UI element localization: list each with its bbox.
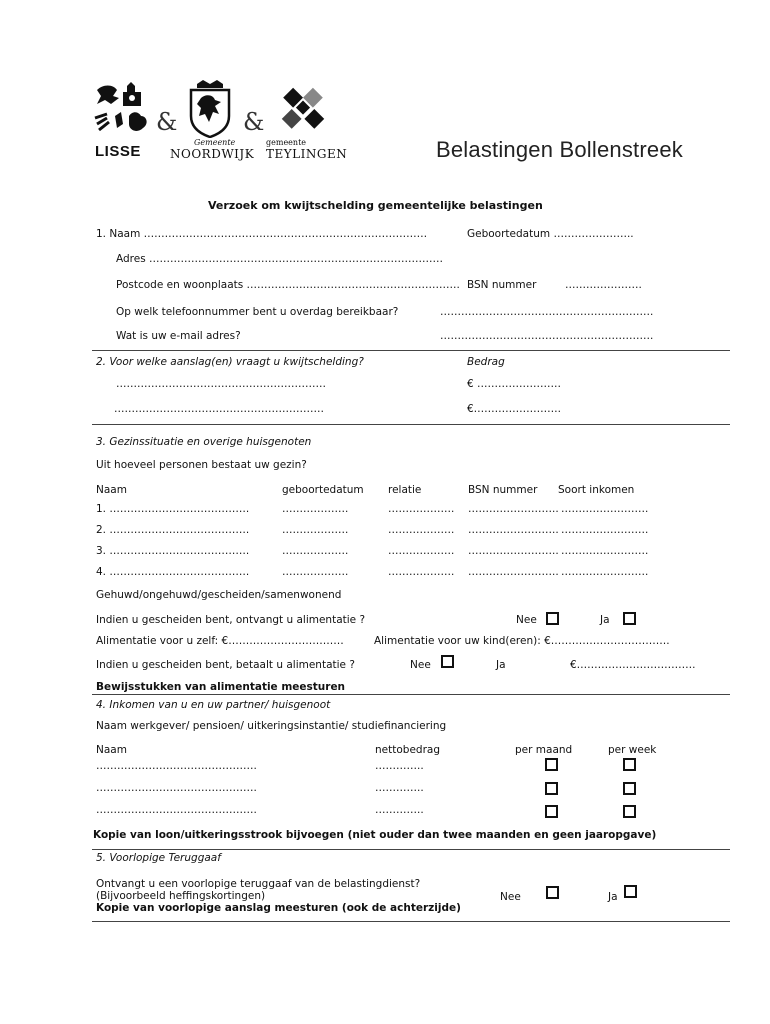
gezin-inkomen[interactable]: …………………….	[561, 503, 649, 515]
inkomen-naam[interactable]: ……………………………………….	[96, 760, 257, 772]
lisse-logo-icon	[93, 82, 153, 136]
teruggaaf-question: Ontvangt u een voorlopige teruggaaf van de belastingdienst?	[96, 878, 421, 890]
per-maand-checkbox[interactable]	[545, 782, 558, 795]
teruggaaf-ja-checkbox[interactable]	[624, 885, 637, 898]
inkomen-col-week: per week	[608, 744, 657, 756]
inkomen-col-netto: nettobedrag	[375, 744, 440, 756]
voorlopige-aanslag-note: Kopie van voorlopige aanslag meesturen (ook de achterzijde)	[96, 902, 461, 914]
per-week-checkbox[interactable]	[623, 805, 636, 818]
inkomen-col-maand: per maand	[515, 744, 573, 756]
teruggaaf-example: (Bijvoorbeeld heffingskortingen)	[96, 890, 266, 902]
noordwijk-label: NOORDWIJK	[170, 147, 255, 161]
betaalt-nee-checkbox[interactable]	[441, 655, 454, 668]
col-naam: Naam	[96, 484, 127, 496]
col-relatie: relatie	[388, 484, 422, 496]
inkomen-naam[interactable]: ……………………………………….	[96, 804, 257, 816]
per-week-checkbox[interactable]	[623, 758, 636, 771]
teruggaaf-nee-checkbox[interactable]	[546, 886, 559, 899]
bedrag-label: Bedrag	[467, 356, 505, 368]
ampersand-1: &	[156, 108, 178, 136]
bedrag-field-2[interactable]: €…………………….	[467, 403, 562, 415]
per-maand-checkbox[interactable]	[545, 805, 558, 818]
gezin-inkomen[interactable]: …………………….	[561, 566, 649, 578]
divider-4	[92, 849, 730, 850]
ampersand-2: &	[243, 108, 265, 136]
burgerlijke-staat[interactable]: Gehuwd/ongehuwd/gescheiden/samenwonend	[96, 589, 342, 601]
gezin-naam[interactable]: 4. ………………………………….	[96, 566, 250, 578]
loonstrook-note: Kopie van loon/uitkeringsstrook bijvoegen (niet ouder dan twee maanden en geen jaaropgave)	[93, 829, 657, 841]
ontvangt-nee-checkbox[interactable]	[546, 612, 559, 625]
gezin-geb[interactable]: ……………….	[282, 566, 349, 578]
bsn-label: BSN nummer	[467, 279, 537, 291]
adres-field[interactable]: Adres …………………………………………………………………………	[116, 253, 444, 265]
gezin-relatie[interactable]: ……………….	[388, 503, 455, 515]
divider-2	[92, 424, 730, 425]
gezin-relatie[interactable]: ……………….	[388, 566, 455, 578]
alimentatie-ontvangt-label: Indien u gescheiden bent, ontvangt u alimentatie ?	[96, 614, 366, 626]
werkgever-label: Naam werkgever/ pensioen/ uitkeringsinstantie/ studiefinanciering	[96, 720, 447, 732]
ja-label-2: Ja	[496, 659, 506, 671]
bedrag-field-1[interactable]: € ……………………	[467, 378, 562, 390]
noordwijk-crest-icon	[187, 80, 233, 138]
form-title: Verzoek om kwijtschelding gemeentelijke belastingen	[208, 199, 543, 212]
alimentatie-betaalt-label: Indien u gescheiden bent, betaalt u alimentatie ?	[96, 659, 355, 671]
inkomen-naam[interactable]: ……………………………………….	[96, 782, 257, 794]
inkomen-col-naam: Naam	[96, 744, 127, 756]
brand-title: Belastingen Bollenstreek	[436, 137, 683, 162]
naam-field[interactable]: 1. Naam ………………………………………………………………………	[96, 228, 428, 240]
teylingen-label: TEYLINGEN	[266, 147, 348, 161]
gezin-bsn[interactable]: ……………………..	[468, 545, 559, 557]
alimentatie-kind-field[interactable]: Alimentatie voor uw kind(eren): €…………………………….	[374, 635, 670, 647]
section-4-heading: 4. Inkomen van u en uw partner/ huisgenoot	[96, 699, 331, 711]
divider-3	[92, 694, 730, 695]
gezin-bsn[interactable]: ……………………..	[468, 566, 559, 578]
section-5-heading: 5. Voorlopige Teruggaaf	[96, 852, 221, 864]
svg-text:T: T	[300, 87, 305, 96]
per-week-checkbox[interactable]	[623, 782, 636, 795]
section-3-heading: 3. Gezinssituatie en overige huisgenoten	[96, 436, 312, 448]
gezin-question: Uit hoeveel personen bestaat uw gezin?	[96, 459, 307, 471]
alimentatie-betaalt-field[interactable]: €…………………………….	[570, 659, 696, 671]
ontvangt-ja-checkbox[interactable]	[623, 612, 636, 625]
aanslag-field-2[interactable]: ……………………………………………………	[114, 403, 324, 415]
gezin-inkomen[interactable]: …………………….	[561, 524, 649, 536]
email-label: Wat is uw e-mail adres?	[116, 330, 241, 342]
inkomen-netto[interactable]: …………..	[375, 782, 424, 794]
geboortedatum-field[interactable]: Geboortedatum …………………..	[467, 228, 634, 240]
teruggaaf-ja-label: Ja	[608, 891, 618, 903]
postcode-field[interactable]: Postcode en woonplaats …………………………………………………….	[116, 279, 460, 291]
divider-1	[92, 350, 730, 351]
gezin-geb[interactable]: ……………….	[282, 545, 349, 557]
col-bsn: BSN nummer	[468, 484, 538, 496]
gezin-bsn[interactable]: ……………………..	[468, 524, 559, 536]
gezin-naam[interactable]: 1. ………………………………….	[96, 503, 250, 515]
email-field[interactable]: …………………………………………………….	[440, 330, 654, 342]
gezin-inkomen[interactable]: …………………….	[561, 545, 649, 557]
gezin-geb[interactable]: ……………….	[282, 524, 349, 536]
telefoon-field[interactable]: …………………………………………………….	[440, 306, 654, 318]
teylingen-top-label: gemeente	[266, 138, 307, 147]
aanslag-field-1[interactable]: ……………………………………………………	[116, 378, 326, 390]
col-inkomen: Soort inkomen	[558, 484, 635, 496]
ja-label: Ja	[600, 614, 610, 626]
teruggaaf-nee-label: Nee	[500, 891, 521, 903]
telefoon-label: Op welk telefoonnummer bent u overdag bereikbaar?	[116, 306, 399, 318]
lisse-label: LISSE	[95, 143, 141, 160]
inkomen-netto[interactable]: …………..	[375, 760, 424, 772]
inkomen-netto[interactable]: …………..	[375, 804, 424, 816]
gezin-relatie[interactable]: ……………….	[388, 524, 455, 536]
bewijsstukken-note: Bewijsstukken van alimentatie meesturen	[96, 681, 346, 693]
gezin-geb[interactable]: ……………….	[282, 503, 349, 515]
bsn-field[interactable]: ………………….	[565, 279, 642, 291]
teylingen-emblem-icon	[276, 82, 330, 136]
nee-label: Nee	[516, 614, 537, 626]
col-geboortedatum: geboortedatum	[282, 484, 364, 496]
per-maand-checkbox[interactable]	[545, 758, 558, 771]
divider-5	[92, 921, 730, 922]
noordwijk-top-label: Gemeente	[194, 138, 236, 147]
gezin-naam[interactable]: 2. ………………………………….	[96, 524, 250, 536]
section-2-heading: 2. Voor welke aanslag(en) vraagt u kwijtschelding?	[96, 356, 364, 368]
gezin-relatie[interactable]: ……………….	[388, 545, 455, 557]
gezin-naam[interactable]: 3. ………………………………….	[96, 545, 250, 557]
nee-label-2: Nee	[410, 659, 431, 671]
gezin-bsn[interactable]: ……………………..	[468, 503, 559, 515]
alimentatie-zelf-field[interactable]: Alimentatie voor u zelf: €……………………………	[96, 635, 344, 647]
